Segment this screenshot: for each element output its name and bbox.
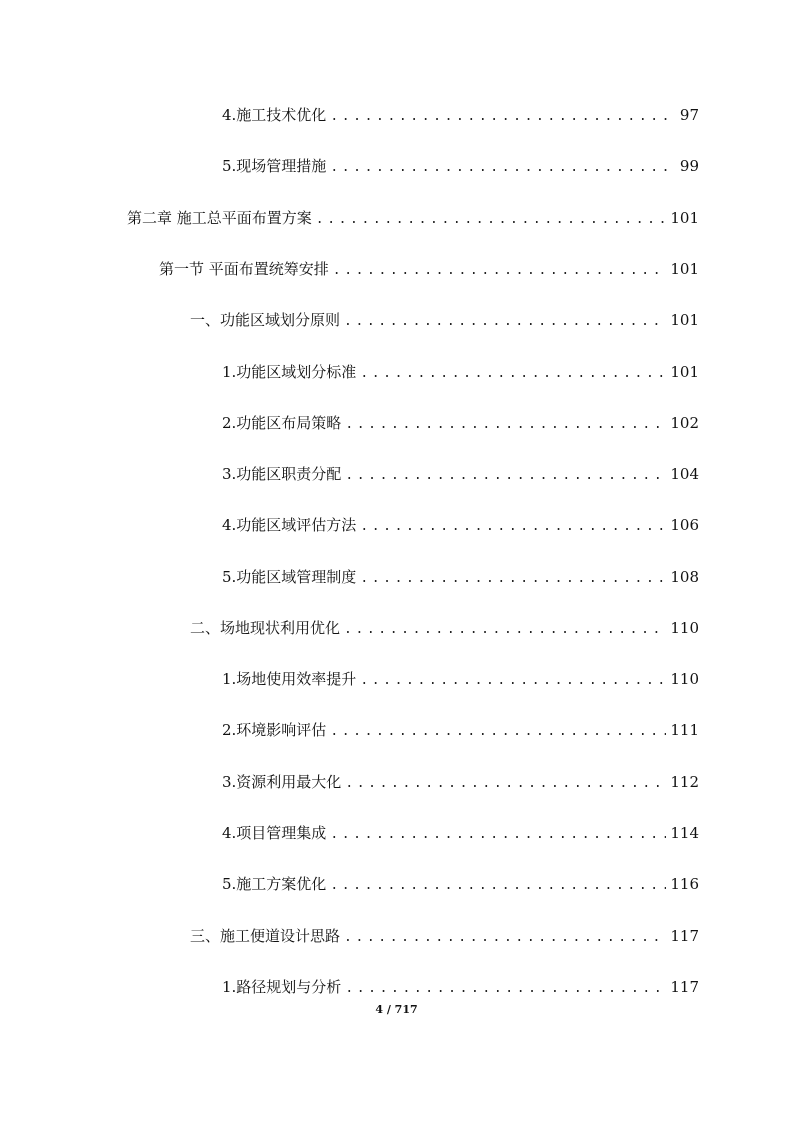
toc-entry-label: 第二章 施工总平面布置方案 [127,209,312,227]
toc-entry[interactable] [222,821,699,845]
toc-entry-label: 2.环境影响评估 [222,721,327,739]
toc-entry-page: 101 [670,260,699,278]
toc-entry-label: 5.功能区域管理制度 [222,568,357,586]
toc-entry[interactable] [222,975,699,999]
toc-leader-dots [330,874,666,898]
toc-leader-dots [330,156,676,180]
toc-entry[interactable] [190,924,699,948]
toc-entry[interactable] [222,872,699,896]
toc-entry-page: 111 [670,721,699,739]
toc-leader-dots [360,567,666,591]
toc-entry-label: 5.施工方案优化 [222,875,327,893]
toc-entry[interactable] [190,616,699,640]
toc-leader-dots [344,310,666,334]
toc-entry[interactable] [159,257,699,281]
toc-entry-label: 4.项目管理集成 [222,824,327,842]
toc-entry[interactable] [222,154,699,178]
toc-entry-label: 3.资源利用最大化 [222,773,342,791]
toc-entry-page: 117 [670,978,699,996]
toc-leader-dots [345,977,666,1001]
toc-leader-dots [344,926,666,950]
toc-entry-label: 一、功能区域划分原则 [190,311,341,329]
page-number: 4 / 717 [375,1003,418,1016]
toc-entry-page: 116 [670,875,699,893]
toc-entry[interactable] [222,411,699,435]
toc-entry-label: 4.施工技术优化 [222,106,327,124]
toc-entry-page: 106 [670,516,699,534]
toc-entry-page: 102 [670,414,699,432]
toc-leader-dots [360,362,666,386]
toc-entry-label: 3.功能区职责分配 [222,465,342,483]
toc-entry-page: 117 [670,927,699,945]
toc-entry-label: 1.场地使用效率提升 [222,670,357,688]
toc-entry[interactable] [222,718,699,742]
toc-entry[interactable] [127,206,699,230]
toc-leader-dots [330,823,666,847]
toc-entry-page: 110 [670,670,699,688]
toc-leader-dots [345,413,666,437]
toc-entry-page: 101 [670,209,699,227]
toc-entry-page: 104 [670,465,699,483]
toc-leader-dots [330,720,666,744]
toc-entry-label: 2.功能区布局策略 [222,414,342,432]
toc-leader-dots [345,464,666,488]
toc-entry-page: 114 [670,824,699,842]
toc-entry[interactable] [222,565,699,589]
toc-entry-page: 101 [670,311,699,329]
toc-entry-label: 三、施工便道设计思路 [190,927,341,945]
toc-entry-page: 101 [670,363,699,381]
toc-leader-dots [333,259,667,283]
toc-entry-page: 110 [670,619,699,637]
toc-leader-dots [360,515,666,539]
toc-entry[interactable] [222,770,699,794]
toc-leader-dots [345,772,666,796]
toc-entry[interactable] [222,103,699,127]
toc-entry-label: 第一节 平面布置统筹安排 [159,260,329,278]
toc-leader-dots [344,618,666,642]
toc-leader-dots [330,105,676,129]
toc-entry[interactable] [222,462,699,486]
toc-entry-label: 5.现场管理措施 [222,157,327,175]
toc-entry-label: 4.功能区域评估方法 [222,516,357,534]
toc-entry[interactable] [222,513,699,537]
toc-entry-label: 1.功能区域划分标准 [222,363,357,381]
toc-entry-page: 112 [670,773,699,791]
toc-leader-dots [316,208,667,232]
toc-entry-label: 1.路径规划与分析 [222,978,342,996]
toc-entry-label: 二、场地现状利用优化 [190,619,341,637]
toc-entry[interactable] [222,667,699,691]
toc-entry-page: 108 [670,568,699,586]
toc-entry[interactable] [222,360,699,384]
toc-leader-dots [360,669,666,693]
toc-entry-page: 99 [679,157,699,175]
toc-entry[interactable] [190,308,699,332]
toc-entry-page: 97 [679,106,699,124]
